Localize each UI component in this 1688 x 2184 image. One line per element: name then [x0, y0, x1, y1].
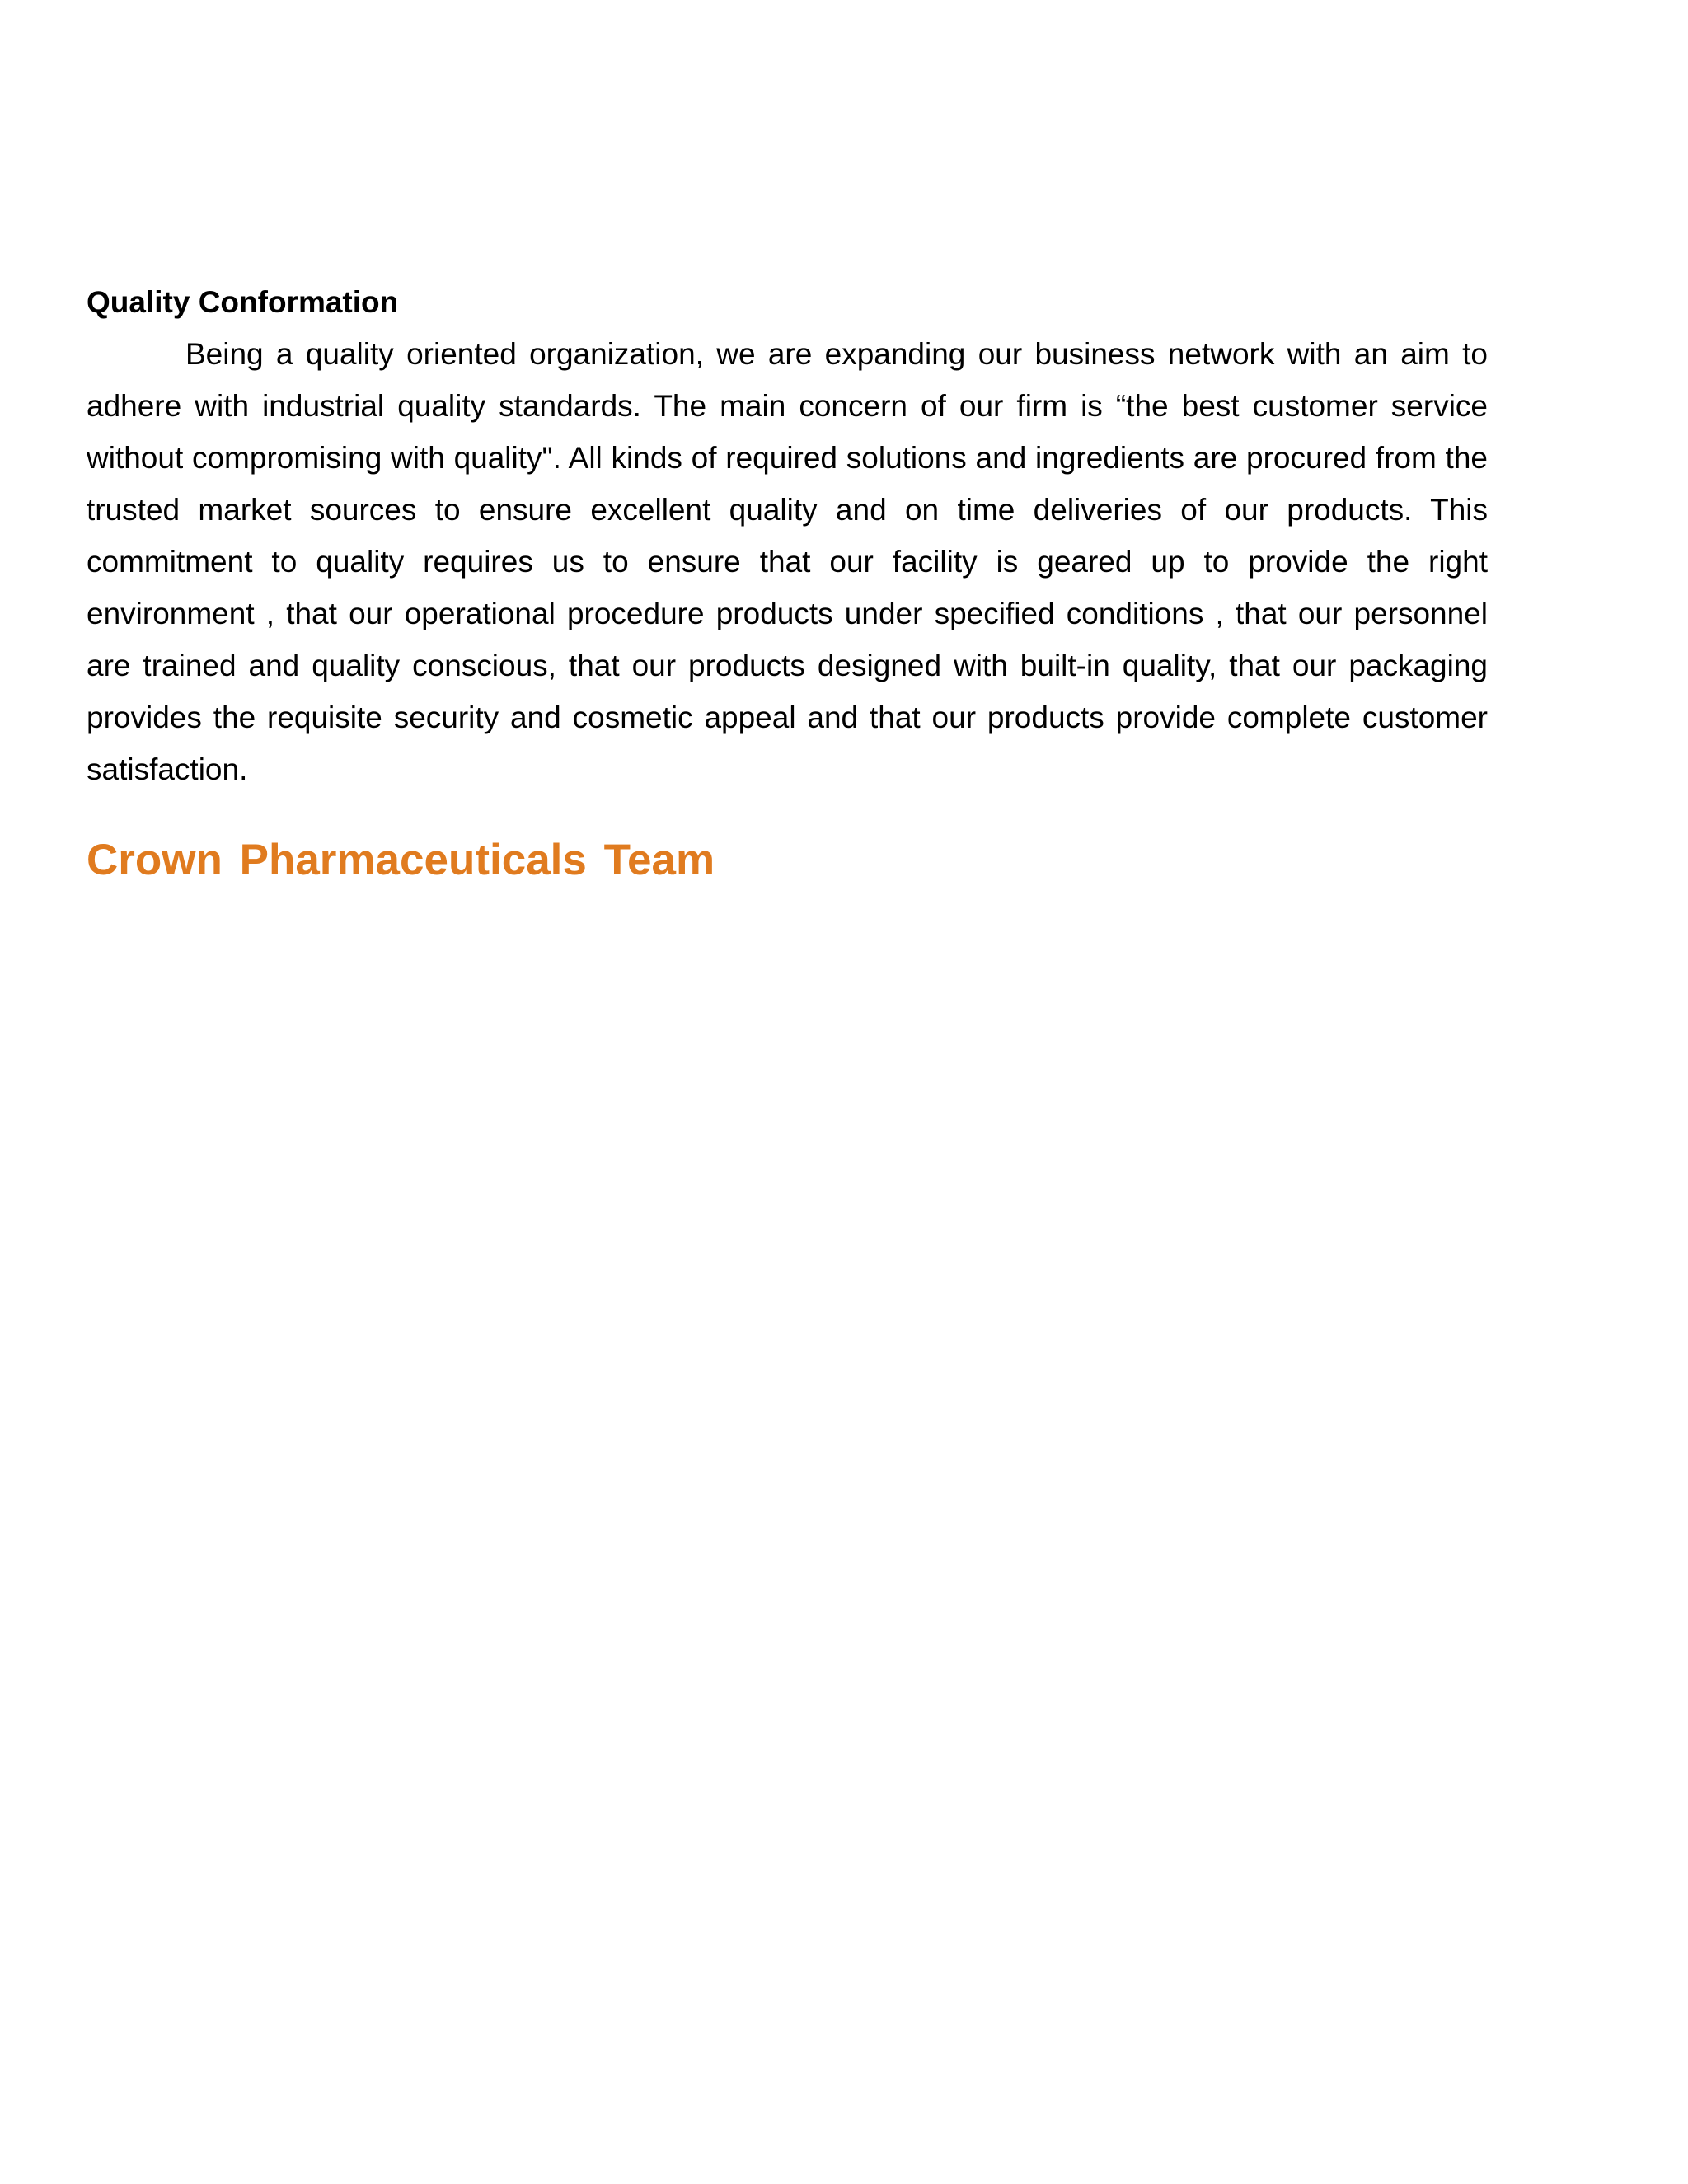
- section-title: Quality Conformation: [87, 285, 399, 319]
- quality-paragraph: Being a quality oriented organization, we are expanding our business network with an aim to adhere with industrial quality standards. The main concern of our firm is “the best customer service without compromising with quality". All kinds of required solutions and ingredients are procured from the trusted market sources to ensure excellent quality and on time deliveries of our products. This commitment to quality requires us to ensure that our facility is geared up to provide the right environment , that our operational procedure products under specified conditions , that our personnel are trained and quality conscious, that our products designed with built-in quality, that our packaging provides the requisite security and cosmetic appeal and that our products provide complete customer satisfaction.: [87, 337, 1488, 786]
- document-content: [87, 279, 1488, 889]
- signature-line: Crown Pharmaceuticals Team: [87, 836, 715, 884]
